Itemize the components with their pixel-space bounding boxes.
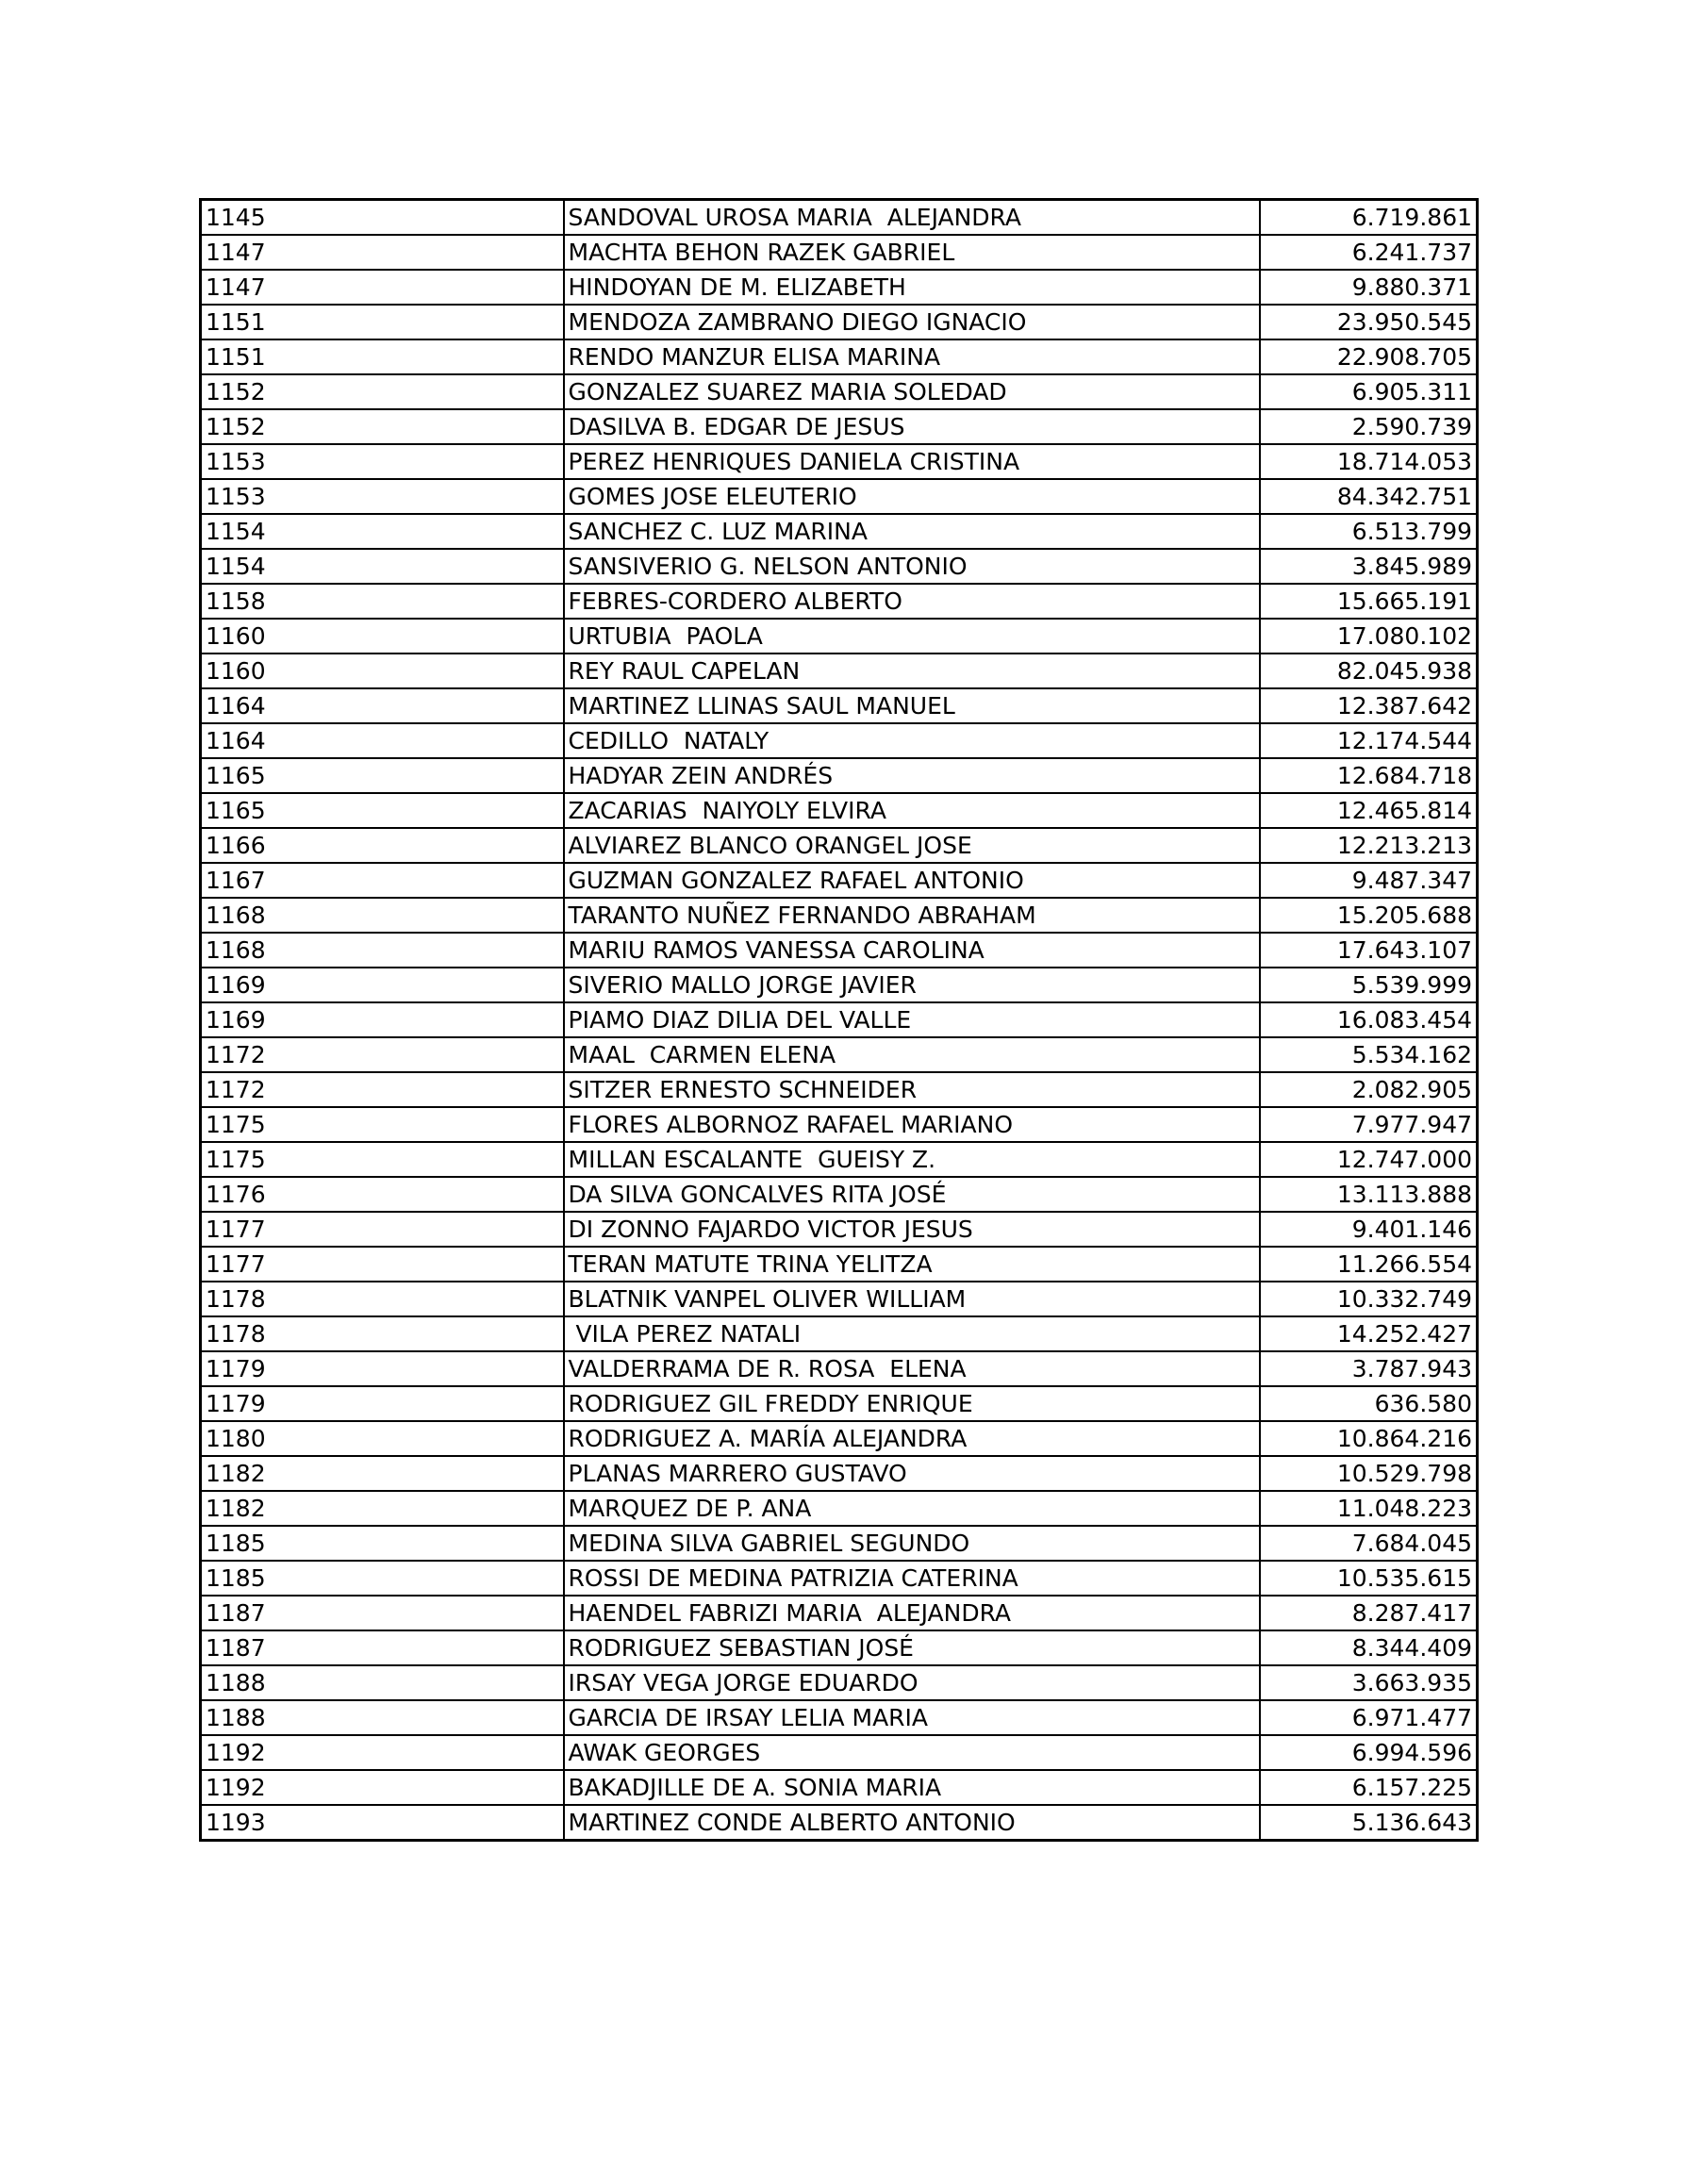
- table-row: [201, 828, 1478, 863]
- row-code-cell: 1168: [201, 898, 564, 933]
- row-code-cell: 1154: [201, 514, 564, 549]
- ledger-body: [201, 200, 1478, 1841]
- row-code-cell: 1176: [201, 1177, 564, 1212]
- row-name-cell: DASILVA B. EDGAR DE JESUS: [564, 409, 1260, 444]
- row-code-cell: 1188: [201, 1700, 564, 1735]
- row-code-cell: 1175: [201, 1142, 564, 1177]
- row-code-cell: 1193: [201, 1805, 564, 1841]
- table-row: [201, 200, 1478, 236]
- table-row: [201, 933, 1478, 968]
- row-name-cell: ROSSI DE MEDINA PATRIZIA CATERINA: [564, 1561, 1260, 1596]
- row-name-cell: RODRIGUEZ GIL FREDDY ENRIQUE: [564, 1386, 1260, 1421]
- row-amount-cell: 15.205.688: [1260, 898, 1478, 933]
- row-code-cell: 1188: [201, 1665, 564, 1700]
- row-code-cell: 1154: [201, 549, 564, 584]
- row-code-cell: 1160: [201, 654, 564, 688]
- row-amount-cell: 23.950.545: [1260, 305, 1478, 339]
- row-code-cell: 1192: [201, 1735, 564, 1770]
- row-code-cell: 1164: [201, 723, 564, 758]
- row-amount-cell: 6.994.596: [1260, 1735, 1478, 1770]
- row-code-cell: 1187: [201, 1630, 564, 1665]
- row-name-cell: RODRIGUEZ SEBASTIAN JOSÉ: [564, 1630, 1260, 1665]
- row-name-cell: ZACARIAS NAIYOLY ELVIRA: [564, 793, 1260, 828]
- row-amount-cell: 7.684.045: [1260, 1526, 1478, 1561]
- row-amount-cell: 5.136.643: [1260, 1805, 1478, 1841]
- row-code-cell: 1165: [201, 793, 564, 828]
- table-row: [201, 619, 1478, 654]
- row-code-cell: 1177: [201, 1247, 564, 1282]
- row-code-cell: 1169: [201, 968, 564, 1002]
- row-amount-cell: 14.252.427: [1260, 1316, 1478, 1351]
- row-name-cell: IRSAY VEGA JORGE EDUARDO: [564, 1665, 1260, 1700]
- row-amount-cell: 22.908.705: [1260, 339, 1478, 374]
- table-row: [201, 1282, 1478, 1316]
- row-name-cell: BLATNIK VANPEL OLIVER WILLIAM: [564, 1282, 1260, 1316]
- row-name-cell: TERAN MATUTE TRINA YELITZA: [564, 1247, 1260, 1282]
- row-name-cell: SANDOVAL UROSA MARIA ALEJANDRA: [564, 200, 1260, 236]
- row-amount-cell: 12.213.213: [1260, 828, 1478, 863]
- row-name-cell: TARANTO NUÑEZ FERNANDO ABRAHAM: [564, 898, 1260, 933]
- row-amount-cell: 18.714.053: [1260, 444, 1478, 479]
- row-code-cell: 1168: [201, 933, 564, 968]
- row-amount-cell: 6.241.737: [1260, 235, 1478, 270]
- table-row: [201, 1142, 1478, 1177]
- table-row: [201, 1665, 1478, 1700]
- row-amount-cell: 9.401.146: [1260, 1212, 1478, 1247]
- row-code-cell: 1158: [201, 584, 564, 619]
- table-row: [201, 1526, 1478, 1561]
- row-code-cell: 1145: [201, 200, 564, 236]
- table-row: [201, 758, 1478, 793]
- row-name-cell: URTUBIA PAOLA: [564, 619, 1260, 654]
- row-amount-cell: 10.529.798: [1260, 1456, 1478, 1491]
- table-row: [201, 1316, 1478, 1351]
- table-row: [201, 688, 1478, 723]
- table-row: [201, 1805, 1478, 1841]
- row-amount-cell: 12.465.814: [1260, 793, 1478, 828]
- row-name-cell: PIAMO DIAZ DILIA DEL VALLE: [564, 1002, 1260, 1037]
- row-code-cell: 1178: [201, 1316, 564, 1351]
- row-name-cell: DI ZONNO FAJARDO VICTOR JESUS: [564, 1212, 1260, 1247]
- row-name-cell: VALDERRAMA DE R. ROSA ELENA: [564, 1351, 1260, 1386]
- table-row: [201, 1561, 1478, 1596]
- row-code-cell: 1160: [201, 619, 564, 654]
- row-code-cell: 1164: [201, 688, 564, 723]
- table-row: [201, 1177, 1478, 1212]
- row-amount-cell: 10.332.749: [1260, 1282, 1478, 1316]
- row-code-cell: 1153: [201, 444, 564, 479]
- row-amount-cell: 10.864.216: [1260, 1421, 1478, 1456]
- table-row: [201, 479, 1478, 514]
- row-code-cell: 1166: [201, 828, 564, 863]
- row-name-cell: MEDINA SILVA GABRIEL SEGUNDO: [564, 1526, 1260, 1561]
- row-name-cell: MARQUEZ DE P. ANA: [564, 1491, 1260, 1526]
- row-name-cell: HINDOYAN DE M. ELIZABETH: [564, 270, 1260, 305]
- row-code-cell: 1152: [201, 374, 564, 409]
- table-row: [201, 1037, 1478, 1072]
- table-row: [201, 1072, 1478, 1107]
- row-amount-cell: 2.082.905: [1260, 1072, 1478, 1107]
- table-row: [201, 654, 1478, 688]
- row-code-cell: 1147: [201, 270, 564, 305]
- table-row: [201, 1247, 1478, 1282]
- row-amount-cell: 2.590.739: [1260, 409, 1478, 444]
- row-code-cell: 1169: [201, 1002, 564, 1037]
- row-name-cell: VILA PEREZ NATALI: [564, 1316, 1260, 1351]
- table-row: [201, 1456, 1478, 1491]
- table-row: [201, 1002, 1478, 1037]
- row-code-cell: 1153: [201, 479, 564, 514]
- table-row: [201, 793, 1478, 828]
- row-code-cell: 1182: [201, 1491, 564, 1526]
- row-name-cell: MACHTA BEHON RAZEK GABRIEL: [564, 235, 1260, 270]
- row-amount-cell: 12.387.642: [1260, 688, 1478, 723]
- row-name-cell: SITZER ERNESTO SCHNEIDER: [564, 1072, 1260, 1107]
- row-amount-cell: 8.344.409: [1260, 1630, 1478, 1665]
- table-row: [201, 1770, 1478, 1805]
- row-name-cell: MARTINEZ CONDE ALBERTO ANTONIO: [564, 1805, 1260, 1841]
- row-name-cell: GOMES JOSE ELEUTERIO: [564, 479, 1260, 514]
- table-row: [201, 1735, 1478, 1770]
- row-amount-cell: 6.971.477: [1260, 1700, 1478, 1735]
- row-name-cell: HAENDEL FABRIZI MARIA ALEJANDRA: [564, 1596, 1260, 1630]
- table-row: [201, 1107, 1478, 1142]
- row-amount-cell: 3.663.935: [1260, 1665, 1478, 1700]
- row-name-cell: SANSIVERIO G. NELSON ANTONIO: [564, 549, 1260, 584]
- row-name-cell: FEBRES-CORDERO ALBERTO: [564, 584, 1260, 619]
- row-code-cell: 1147: [201, 235, 564, 270]
- row-amount-cell: 12.174.544: [1260, 723, 1478, 758]
- table-row: [201, 305, 1478, 339]
- row-amount-cell: 17.080.102: [1260, 619, 1478, 654]
- row-name-cell: BAKADJILLE DE A. SONIA MARIA: [564, 1770, 1260, 1805]
- row-code-cell: 1172: [201, 1072, 564, 1107]
- row-code-cell: 1167: [201, 863, 564, 898]
- row-code-cell: 1152: [201, 409, 564, 444]
- row-amount-cell: 9.880.371: [1260, 270, 1478, 305]
- table-row: [201, 1351, 1478, 1386]
- row-name-cell: REY RAUL CAPELAN: [564, 654, 1260, 688]
- row-amount-cell: 6.905.311: [1260, 374, 1478, 409]
- row-amount-cell: 8.287.417: [1260, 1596, 1478, 1630]
- row-amount-cell: 17.643.107: [1260, 933, 1478, 968]
- row-name-cell: SIVERIO MALLO JORGE JAVIER: [564, 968, 1260, 1002]
- table-row: [201, 1491, 1478, 1526]
- table-row: [201, 374, 1478, 409]
- table-row: [201, 270, 1478, 305]
- row-name-cell: PLANAS MARRERO GUSTAVO: [564, 1456, 1260, 1491]
- row-name-cell: MARTINEZ LLINAS SAUL MANUEL: [564, 688, 1260, 723]
- table-row: [201, 584, 1478, 619]
- row-amount-cell: 6.719.861: [1260, 200, 1478, 236]
- row-amount-cell: 6.513.799: [1260, 514, 1478, 549]
- row-amount-cell: 10.535.615: [1260, 1561, 1478, 1596]
- table-row: [201, 235, 1478, 270]
- row-name-cell: GUZMAN GONZALEZ RAFAEL ANTONIO: [564, 863, 1260, 898]
- row-name-cell: GONZALEZ SUAREZ MARIA SOLEDAD: [564, 374, 1260, 409]
- table-row: [201, 1700, 1478, 1735]
- table-row: [201, 723, 1478, 758]
- row-amount-cell: 13.113.888: [1260, 1177, 1478, 1212]
- row-amount-cell: 15.665.191: [1260, 584, 1478, 619]
- row-name-cell: RODRIGUEZ A. MARÍA ALEJANDRA: [564, 1421, 1260, 1456]
- table-row: [201, 514, 1478, 549]
- ledger-table: [199, 198, 1479, 1842]
- row-amount-cell: 3.845.989: [1260, 549, 1478, 584]
- row-code-cell: 1151: [201, 339, 564, 374]
- table-row: [201, 1630, 1478, 1665]
- table-row: [201, 968, 1478, 1002]
- table-row: [201, 1421, 1478, 1456]
- row-name-cell: DA SILVA GONCALVES RITA JOSÉ: [564, 1177, 1260, 1212]
- row-amount-cell: 636.580: [1260, 1386, 1478, 1421]
- row-amount-cell: 12.747.000: [1260, 1142, 1478, 1177]
- row-amount-cell: 7.977.947: [1260, 1107, 1478, 1142]
- row-code-cell: 1185: [201, 1561, 564, 1596]
- table-row: [201, 549, 1478, 584]
- row-name-cell: MILLAN ESCALANTE GUEISY Z.: [564, 1142, 1260, 1177]
- row-name-cell: MARIU RAMOS VANESSA CAROLINA: [564, 933, 1260, 968]
- row-name-cell: GARCIA DE IRSAY LELIA MARIA: [564, 1700, 1260, 1735]
- table-row: [201, 1596, 1478, 1630]
- row-name-cell: CEDILLO NATALY: [564, 723, 1260, 758]
- row-code-cell: 1175: [201, 1107, 564, 1142]
- row-amount-cell: 84.342.751: [1260, 479, 1478, 514]
- row-amount-cell: 11.266.554: [1260, 1247, 1478, 1282]
- row-amount-cell: 6.157.225: [1260, 1770, 1478, 1805]
- row-name-cell: MAAL CARMEN ELENA: [564, 1037, 1260, 1072]
- row-code-cell: 1151: [201, 305, 564, 339]
- row-amount-cell: 5.534.162: [1260, 1037, 1478, 1072]
- row-code-cell: 1179: [201, 1351, 564, 1386]
- row-name-cell: SANCHEZ C. LUZ MARINA: [564, 514, 1260, 549]
- row-amount-cell: 82.045.938: [1260, 654, 1478, 688]
- row-code-cell: 1179: [201, 1386, 564, 1421]
- row-name-cell: RENDO MANZUR ELISA MARINA: [564, 339, 1260, 374]
- table-row: [201, 898, 1478, 933]
- row-code-cell: 1172: [201, 1037, 564, 1072]
- row-code-cell: 1182: [201, 1456, 564, 1491]
- table-row: [201, 863, 1478, 898]
- row-amount-cell: 12.684.718: [1260, 758, 1478, 793]
- table-row: [201, 444, 1478, 479]
- table-row: [201, 409, 1478, 444]
- row-code-cell: 1165: [201, 758, 564, 793]
- row-name-cell: ALVIAREZ BLANCO ORANGEL JOSE: [564, 828, 1260, 863]
- row-code-cell: 1192: [201, 1770, 564, 1805]
- row-code-cell: 1178: [201, 1282, 564, 1316]
- table-row: [201, 339, 1478, 374]
- row-code-cell: 1180: [201, 1421, 564, 1456]
- row-code-cell: 1187: [201, 1596, 564, 1630]
- row-amount-cell: 9.487.347: [1260, 863, 1478, 898]
- row-name-cell: MENDOZA ZAMBRANO DIEGO IGNACIO: [564, 305, 1260, 339]
- row-code-cell: 1177: [201, 1212, 564, 1247]
- row-amount-cell: 5.539.999: [1260, 968, 1478, 1002]
- row-name-cell: FLORES ALBORNOZ RAFAEL MARIANO: [564, 1107, 1260, 1142]
- row-amount-cell: 3.787.943: [1260, 1351, 1478, 1386]
- row-name-cell: PEREZ HENRIQUES DANIELA CRISTINA: [564, 444, 1260, 479]
- row-name-cell: HADYAR ZEIN ANDRÉS: [564, 758, 1260, 793]
- table-row: [201, 1386, 1478, 1421]
- row-name-cell: AWAK GEORGES: [564, 1735, 1260, 1770]
- row-code-cell: 1185: [201, 1526, 564, 1561]
- row-amount-cell: 11.048.223: [1260, 1491, 1478, 1526]
- table-row: [201, 1212, 1478, 1247]
- row-amount-cell: 16.083.454: [1260, 1002, 1478, 1037]
